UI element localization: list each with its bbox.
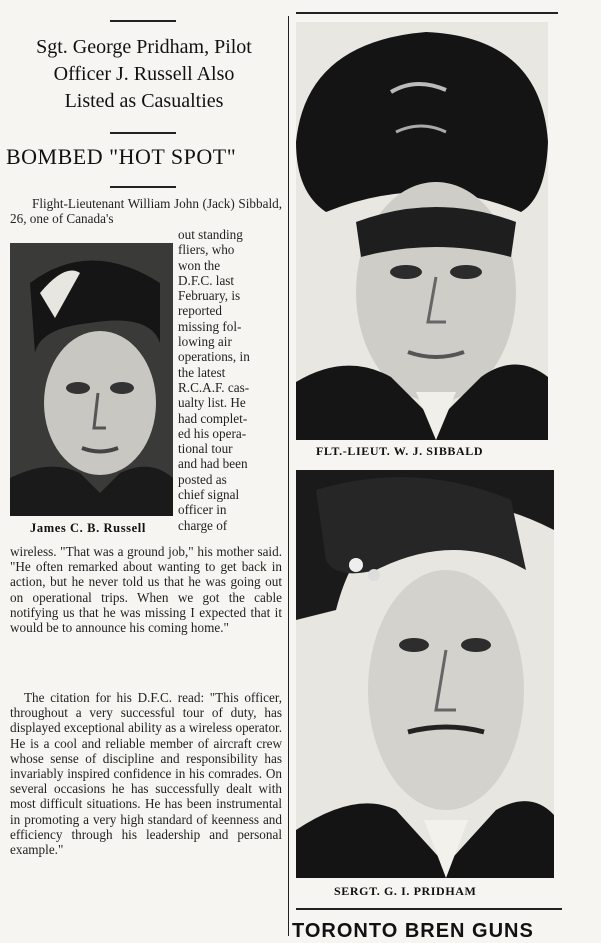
wrap-line: charge of: [178, 517, 228, 533]
wrap-line: had complet-: [178, 410, 248, 426]
headline-deck: [6, 34, 282, 115]
wrap-line: ed his opera-: [178, 425, 247, 441]
portrait-silhouette-icon: [10, 243, 173, 516]
wrap-line: the latest: [178, 364, 226, 380]
next-article-headline: TORONTO BREN GUNS: [292, 920, 534, 942]
deck-rule: [110, 132, 176, 134]
wrap-line: R.C.A.F. cas-: [178, 379, 250, 395]
headline-line-1: Sgt. George Pridham, Pilot: [36, 36, 252, 58]
wrap-line: operations, in: [178, 349, 250, 365]
russell-photo: [10, 243, 173, 516]
wrap-line: tional tour: [178, 441, 233, 457]
story-continued: wireless. "That was a ground job," his mother said. "He often remarked about wanting to get back in action, but he never told us that he was going out on operational trips. When we got the cable notifying us that he was missing I expected that it would be to announce his coming home.": [10, 544, 282, 636]
story-wrap-column: [178, 227, 282, 533]
bottom-rule: [296, 908, 562, 910]
wrap-line: lowing air: [178, 334, 232, 350]
wrap-line: D.F.C. last: [178, 272, 235, 288]
wrap-line: and had been: [178, 456, 248, 472]
wrap-line: reported: [178, 303, 222, 319]
portrait-silhouette-icon: [296, 22, 548, 440]
wrap-line: missing fol-: [178, 318, 242, 334]
sibbald-photo: [296, 22, 548, 440]
subhead: BOMBED "HOT SPOT": [6, 144, 237, 169]
story-lead: Flight-Lieutenant William John (Jack) Sibbald, 26, one of Canada's: [10, 196, 282, 227]
top-rule-left: [110, 20, 176, 22]
headline-line-3: Listed as Casualties: [64, 90, 224, 112]
wrap-line: February, is: [178, 288, 241, 304]
top-rule-right: [296, 12, 558, 14]
column-divider: [288, 16, 289, 936]
wrap-line: fliers, who: [178, 242, 235, 258]
sibbald-caption: FLT.-LIEUT. W. J. SIBBALD: [316, 444, 484, 458]
russell-caption: James C. B. Russell: [30, 521, 146, 535]
wrap-line: posted as: [178, 471, 227, 487]
pridham-caption: SERGT. G. I. PRIDHAM: [334, 884, 477, 898]
subhead-rule: [110, 186, 176, 188]
pridham-photo: [296, 470, 554, 878]
wrap-line: ualty list. He: [178, 395, 246, 411]
headline-line-2: Officer J. Russell Also: [53, 63, 235, 85]
wrap-line: won the: [178, 257, 221, 273]
wrap-line: out standing: [178, 227, 243, 242]
wrap-line: chief signal: [178, 487, 240, 503]
citation-paragraph: The citation for his D.F.C. read: "This officer, throughout a very successful tour of duty, has displayed exceptional ability as a wireless operator. He is a cool and reliable member of aircraft crew whose sense of discipline and responsibility has invariably inspired confidence in his comrades. On several occasions he has successfully dealt with most difficult situations. He has been instrumental in promoting a very high standard of keenness and efficiency through his leadership and personal example.": [10, 690, 282, 858]
wrap-line: officer in: [178, 502, 227, 518]
portrait-silhouette-icon: [296, 470, 554, 878]
